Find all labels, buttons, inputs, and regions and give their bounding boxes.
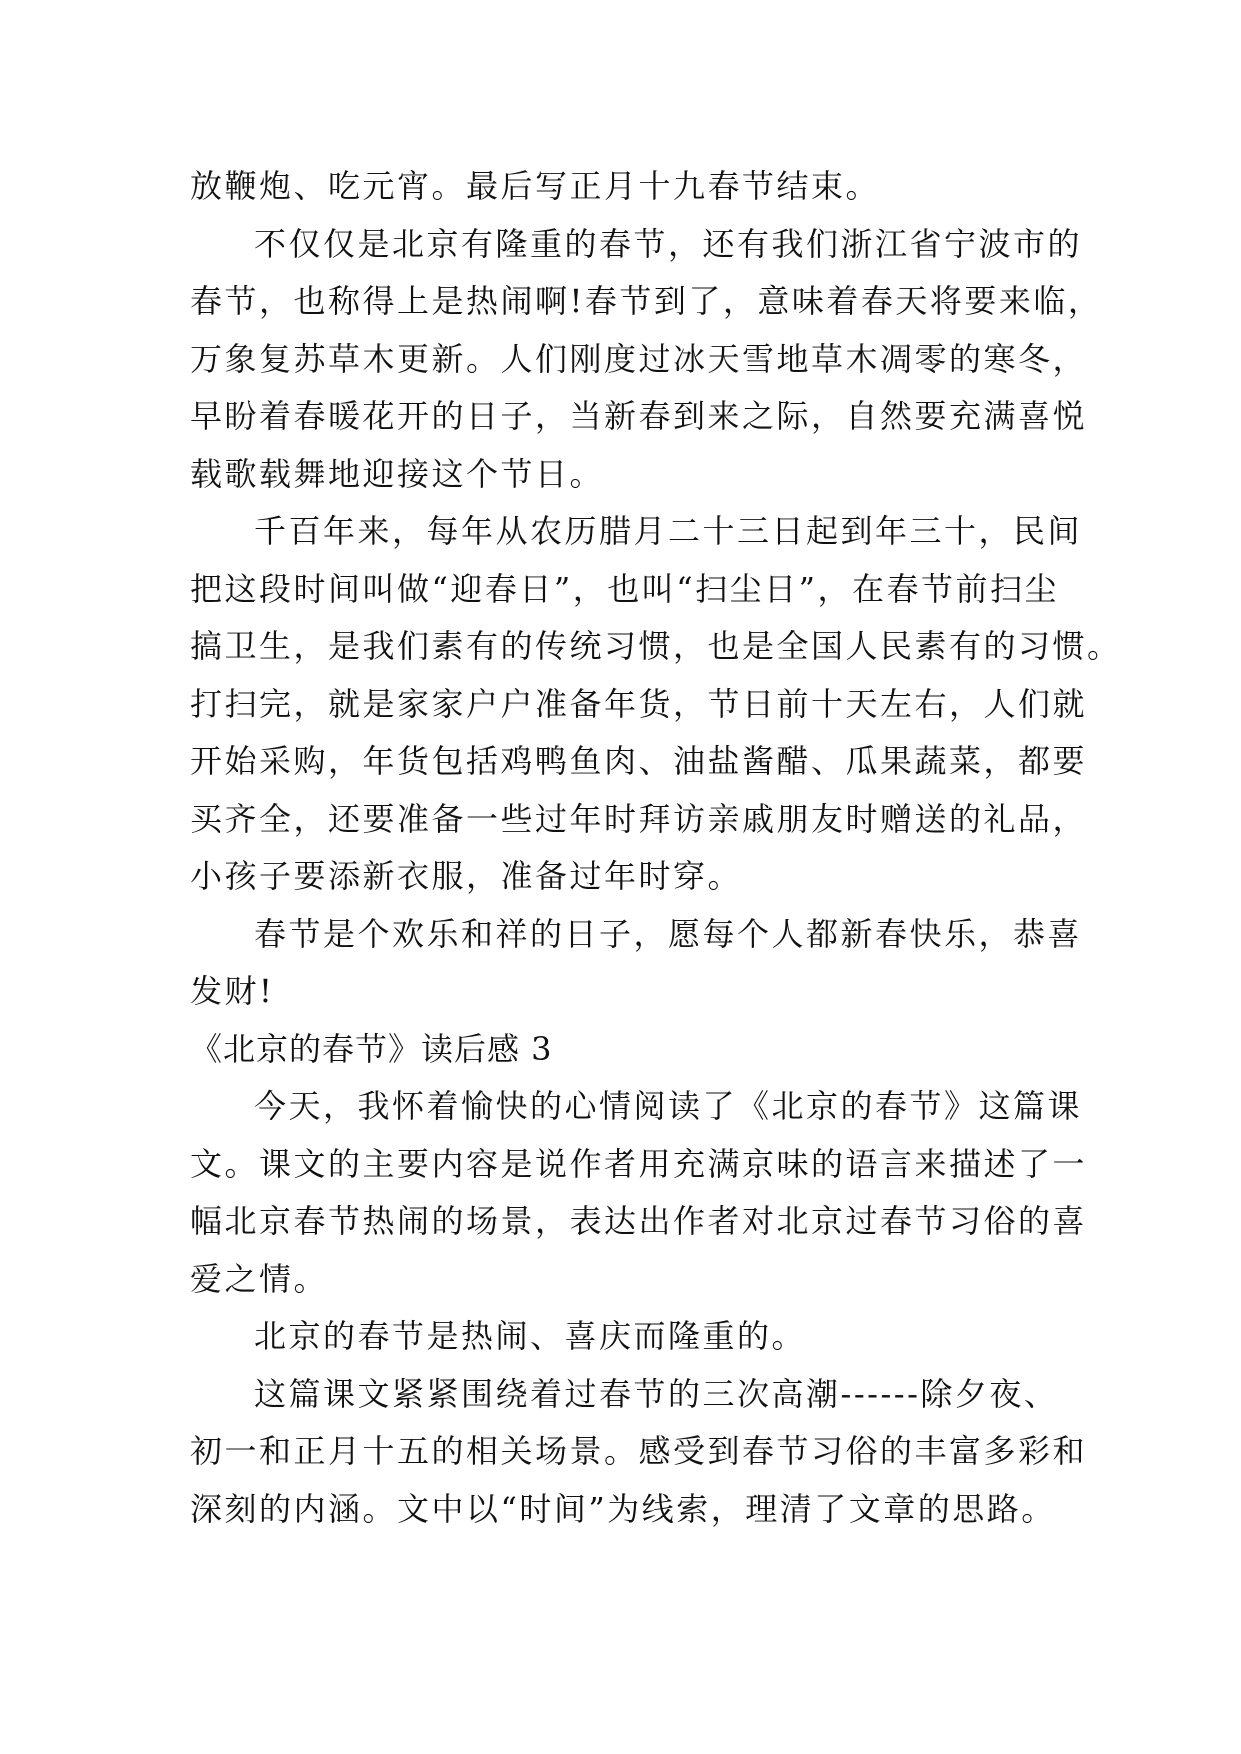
text-line: 把这段时间叫做“迎春日”，也叫“扫尘日”，在春节前扫尘 [190,569,1059,608]
document-body [190,158,1122,1538]
text-line: 发财! [190,972,275,1010]
text-line: 万象复苏草木更新。人们刚度过冰天雪地草木凋零的寒冬， [190,339,1088,378]
text-line: 深刻的内涵。文中以“时间”为线索，理清了文章的思路。 [190,1489,1056,1528]
text-line: 搞卫生，是我们素有的传统习惯，也是全国人民素有的习惯。 [190,627,1122,665]
text-line: 放鞭炮、吃元宵。最后写正月十九春节结束。 [190,167,881,205]
text-line: 爱之情。 [190,1259,329,1298]
text-line: 开始采购，年货包括鸡鸭鱼肉、油盐酱醋、瓜果蔬菜，都要 [190,742,1088,780]
text-line: 买齐全，还要准备一些过年时拜访亲戚朋友时赠送的礼品， [190,799,1088,838]
text-line: 小孩子要添新衣服，准备过年时穿。 [190,857,743,895]
paragraph-start-line: 千百年来，每年从农历腊月二十三日起到年三十，民间 [254,512,1083,550]
paragraph-start-line: 今天，我怀着愉快的心情阅读了《北京的春节》这篇课 [254,1087,1083,1125]
paragraph-start-line: 这篇课文紧紧围绕着过春节的三次高潮------除夕夜、 [254,1374,1059,1413]
paragraph-start-line: 不仅仅是北京有隆重的春节，还有我们浙江省宁波市的 [254,224,1083,263]
text-line: 载歌载舞地迎接这个节日。 [190,454,605,493]
section-heading: 《北京的春节》读后感 3 [190,1029,553,1068]
paragraph-start-line: 北京的春节是热闹、喜庆而隆重的。 [254,1317,807,1355]
text-line: 幅北京春节热闹的场景，表达出作者对北京过春节习俗的喜 [190,1202,1088,1240]
text-line: 打扫完，就是家家户户准备年货，节日前十天左右，人们就 [190,684,1088,723]
text-line: 春节，也称得上是热闹啊!春节到了，意味着春天将要来临， [190,282,1103,320]
text-line: 早盼着春暖花开的日子，当新春到来之际，自然要充满喜悦 [190,397,1088,435]
text-line: 文。课文的主要内容是说作者用充满京味的语言来描述了一 [190,1144,1088,1183]
text-line: 初一和正月十五的相关场景。感受到春节习俗的丰富多彩和 [190,1432,1088,1470]
paragraph-start-line: 春节是个欢乐和祥的日子，愿每个人都新春快乐，恭喜 [254,914,1083,953]
